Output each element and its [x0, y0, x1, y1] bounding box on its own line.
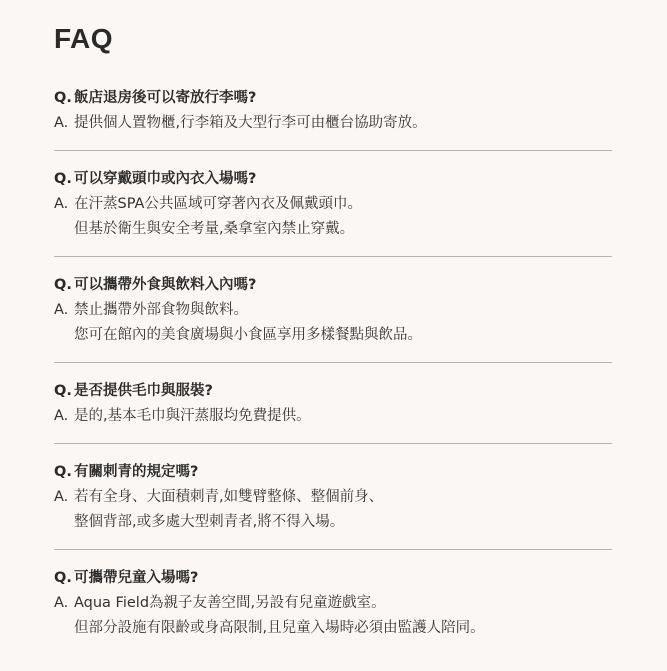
answer-line: 若有全身、大面積刺青,如雙臂整條、整個前身、: [74, 489, 384, 505]
question-prefix: Q.: [54, 383, 72, 399]
faq-answer: [54, 485, 612, 535]
faq-question: [54, 86, 612, 111]
faq-answer: [54, 111, 612, 136]
answer-line: Aqua Field為親子友善空間,另設有兒童遊戲室。: [74, 595, 386, 611]
answer-prefix: A.: [54, 595, 69, 611]
answer-prefix: A.: [54, 489, 69, 505]
question-prefix: Q.: [54, 570, 72, 586]
faq-question: [54, 460, 612, 485]
question-text: 有關刺青的規定嗎?: [74, 464, 199, 480]
answer-prefix: A.: [54, 302, 69, 318]
faq-item: [54, 257, 612, 363]
answer-prefix: A.: [54, 408, 69, 424]
faq-item: [54, 363, 612, 444]
question-prefix: Q.: [54, 277, 72, 293]
faq-question: [54, 273, 612, 298]
answer-text: [74, 111, 612, 136]
faq-answer: [54, 192, 612, 242]
question-text: 可以攜帶外食與飲料入內嗎?: [74, 277, 257, 293]
answer-prefix: A.: [54, 196, 69, 212]
answer-text: [74, 485, 612, 535]
page-title: FAQ: [54, 23, 114, 54]
faq-question: [54, 566, 612, 591]
faq-question: [54, 167, 612, 192]
answer-line: 您可在館內的美食廣場與小食區享用多樣餐點與飲品。: [74, 327, 422, 343]
question-text: 是否提供毛巾與服裝?: [74, 383, 213, 399]
answer-text: [74, 591, 612, 641]
answer-line: 禁止攜帶外部食物與飲料。: [74, 302, 248, 318]
answer-line: 提供個人置物櫃,行李箱及大型行李可由櫃台協助寄放。: [74, 115, 427, 131]
faq-question: [54, 379, 612, 404]
faq-item: [54, 78, 612, 151]
answer-line: 整個背部,或多處大型刺青者,將不得入場。: [74, 514, 345, 530]
faq-item: [54, 444, 612, 550]
answer-line: 但部分設施有限齡或身高限制,且兒童入場時必須由監護人陪同。: [74, 620, 485, 636]
faq-answer: [54, 298, 612, 348]
question-prefix: Q.: [54, 464, 72, 480]
answer-line: 但基於衛生與安全考量,桑拿室內禁止穿戴。: [74, 221, 355, 237]
faq-list: [54, 78, 612, 655]
faq-answer: [54, 591, 612, 641]
question-text: 飯店退房後可以寄放行李嗎?: [74, 90, 257, 106]
faq-answer: [54, 404, 612, 429]
question-text: 可以穿戴頭巾或內衣入場嗎?: [74, 171, 257, 187]
answer-text: [74, 192, 612, 242]
question-prefix: Q.: [54, 90, 72, 106]
answer-text: [74, 298, 612, 348]
faq-page: [54, 18, 612, 655]
faq-item: [54, 151, 612, 257]
answer-prefix: A.: [54, 115, 69, 131]
answer-line: 是的,基本毛巾與汗蒸服均免費提供。: [74, 408, 311, 424]
question-prefix: Q.: [54, 171, 72, 187]
faq-item: [54, 550, 612, 655]
question-text: 可攜帶兒童入場嗎?: [74, 570, 199, 586]
answer-text: [74, 404, 612, 429]
answer-line: 在汗蒸SPA公共區域可穿著內衣及佩戴頭巾。: [74, 196, 362, 212]
